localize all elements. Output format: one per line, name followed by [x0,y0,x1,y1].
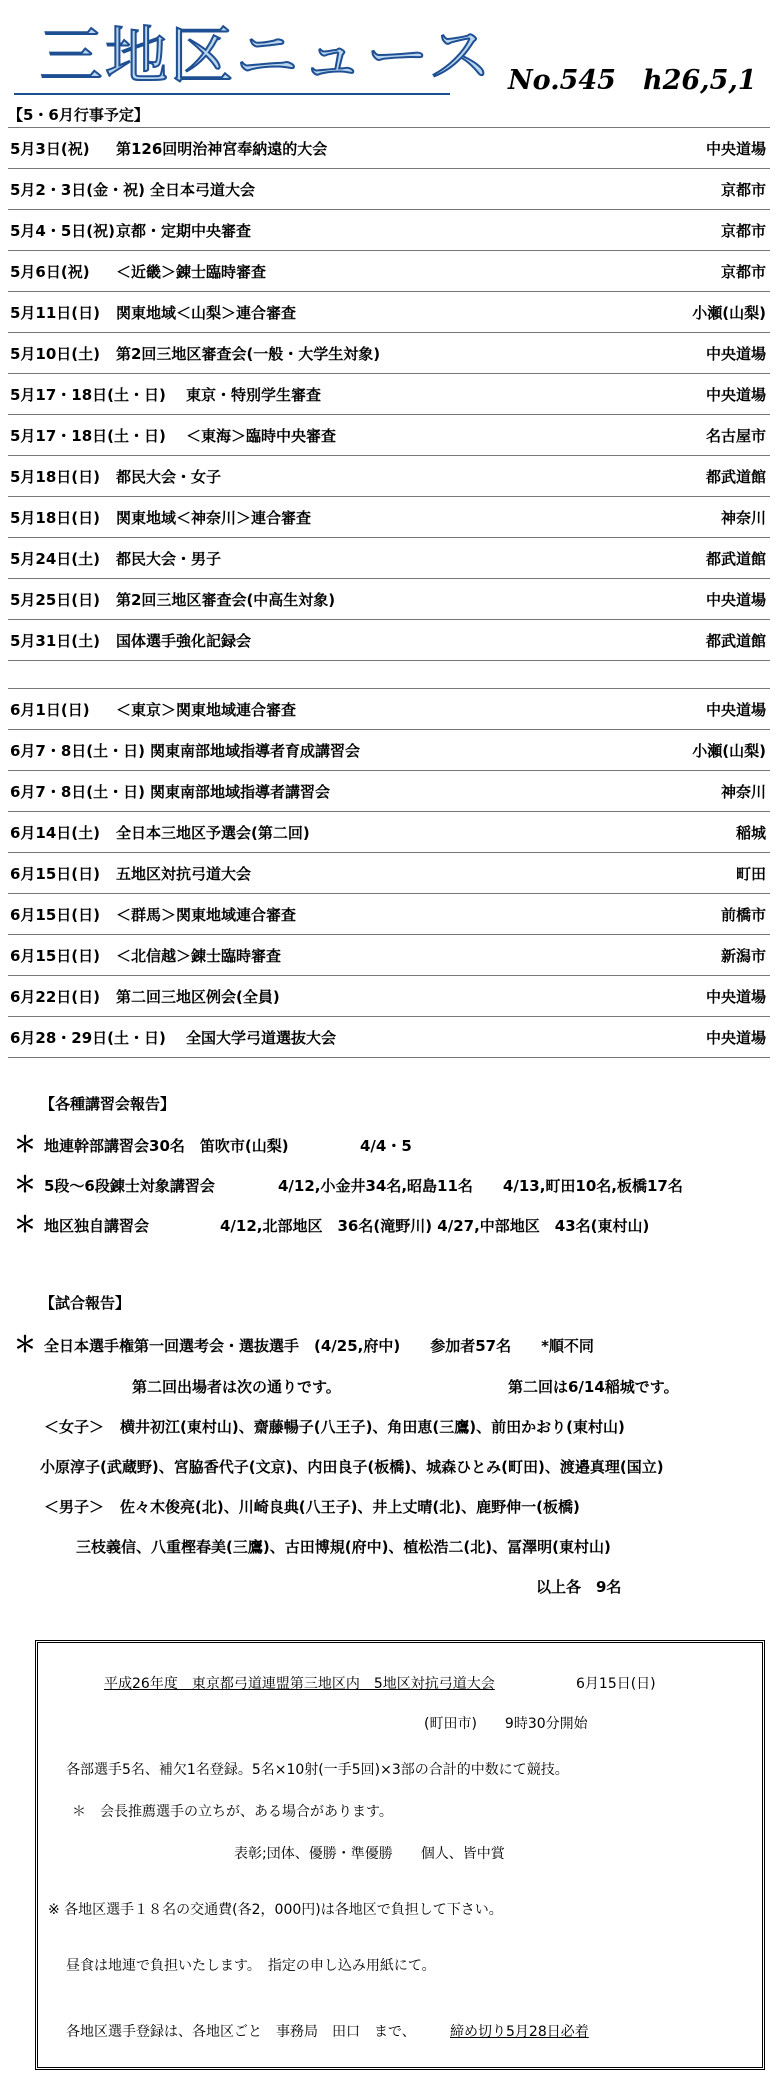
second-round-note: 第二回出場者は次の通りです。 [132,1378,341,1396]
women-label: ＜女子＞ [44,1418,105,1436]
notice-date: 6月15日(日) [576,1676,656,1692]
schedule-event: 第2回三地区審査会(中高生対象) [116,591,336,609]
schedule-date: 6月7・8日(土・日) [10,783,146,801]
schedule-date: 6月7・8日(土・日) [10,742,146,760]
schedule-venue: 中央道場 [705,701,766,719]
schedule-event: ＜東京＞関東地域連合審査 [116,701,297,719]
schedule-event: 東京・特別学生審査 [186,386,322,404]
lecture-item-detail: 4/4・5 [360,1137,412,1155]
schedule-row [8,1017,770,1058]
notice-rule: 各部選手5名、補欠1名登録。5名×10射(一手5回)×3部の合計的中数にて競技。 [66,1762,569,1778]
schedule-heading: 【5・6月行事予定】 [8,106,149,124]
schedule-row [8,456,770,497]
schedule-venue: 新潟市 [720,947,766,965]
total-count: 以上各 9名 [536,1578,622,1596]
second-round-venue: 第二回は6/14稲城です。 [508,1378,679,1396]
schedule-event: 五地区対抗弓道大会 [116,865,252,883]
schedule-date: 6月1日(日) [10,701,90,719]
lecture-item: 地連幹部講習会30名 笛吹市(山梨) [44,1137,289,1155]
title-underline [14,93,450,95]
schedule-date: 5月25日(日) [10,591,101,609]
schedule-row [8,853,770,894]
schedule-row [8,812,770,853]
schedule-venue: 中央道場 [705,386,766,404]
schedule-date: 5月6日(祝) [10,263,90,281]
bullet-icon: ＊ [14,1333,37,1358]
schedule-event: 関東南部地域指導者講習会 [150,783,331,801]
schedule-row [8,210,770,251]
schedule-event: ＜東海＞臨時中央審査 [186,427,337,445]
schedule-venue: 神奈川 [720,509,766,527]
schedule-venue: 都武道館 [705,468,766,486]
schedule-venue: 京都市 [720,181,766,199]
schedule-row [8,415,770,456]
schedule-venue: 神奈川 [720,783,766,801]
bullet-icon: ＊ [14,1133,37,1158]
schedule-venue: 都武道館 [705,632,766,650]
schedule-event: ＜近畿＞錬士臨時審査 [116,263,267,281]
may-schedule [8,128,770,661]
lectures-heading: 【各種講習会報告】 [40,1095,176,1113]
schedule-venue: 中央道場 [705,140,766,158]
schedule-row [8,374,770,415]
schedule-event: 京都・定期中央審査 [116,222,252,240]
match-summary: 全日本選手権第一回選考会・選抜選手 (4/25,府中) 参加者57名 *順不同 [44,1337,594,1355]
june-schedule [8,689,770,1058]
schedule-row [8,169,770,210]
schedule-event: 全国大学弓道選抜大会 [186,1029,337,1047]
matches-heading: 【試合報告】 [40,1294,131,1312]
schedule-row [8,128,770,169]
schedule-date: 5月17・18日(土・日) [10,427,166,445]
schedule-venue: 中央道場 [705,988,766,1006]
schedule-event: 全日本三地区予選会(第二回) [116,824,310,842]
schedule-date: 6月14日(土) [10,824,101,842]
schedule-venue: 都武道館 [705,550,766,568]
schedule-date: 5月24日(土) [10,550,101,568]
notice-lunch: 昼食は地連で負担いたします。 指定の申し込み用紙にて。 [66,1958,436,1974]
schedule-event: 関東地域＜山梨＞連合審査 [116,304,297,322]
schedule-row [8,538,770,579]
schedule-date: 5月17・18日(土・日) [10,386,166,404]
schedule-venue: 小瀬(山梨) [692,304,766,322]
schedule-date: 6月15日(日) [10,865,101,883]
schedule-row [8,771,770,812]
men-label: ＜男子＞ [44,1498,105,1516]
women-list: 横井初江(東村山)、齋藤暢子(八王子)、角田恵(三鷹)、前田かおり(東村山) [120,1418,625,1436]
issue-number: No.545 h26,5,1 [508,65,757,96]
schedule-event: 第2回三地区審査会(一般・大学生対象) [116,345,381,363]
schedule-date: 5月10日(土) [10,345,101,363]
schedule-venue: 中央道場 [705,591,766,609]
notice-awards: 表彰;団体、優勝・準優勝 個人、皆中賞 [234,1846,505,1862]
schedule-venue: 稲城 [735,824,766,842]
schedule-event: 関東地域＜神奈川＞連合審査 [116,509,312,527]
notice-register: 各地区選手登録は、各地区ごと 事務局 田口 まで、 [66,2024,416,2040]
tournament-notice [35,1640,765,2070]
schedule-venue: 町田 [735,865,766,883]
schedule-row [8,497,770,538]
schedule-venue: 中央道場 [705,345,766,363]
schedule-row [8,976,770,1017]
schedule-date: 6月15日(日) [10,947,101,965]
men-list: 三枝義信、八重樫春美(三鷹)、古田博規(府中)、植松浩二(北)、冨澤明(東村山) [76,1538,611,1556]
schedule-row [8,689,770,730]
schedule-event: 第126回明治神宮奉納遠的大会 [116,140,328,158]
schedule-date: 5月11日(日) [10,304,101,322]
schedule-event: 都民大会・女子 [116,468,222,486]
notice-fare: ※ 各地区選手１８名の交通費(各2，000円)は各地区で負担して下さい。 [48,1902,503,1918]
lecture-item: 地区独自講習会 [44,1217,150,1235]
lecture-item: 5段～6段錬士対象講習会 [44,1177,215,1195]
notice-note: ＊ 会長推薦選手の立ちが、ある場合があります。 [72,1804,393,1820]
schedule-row [8,292,770,333]
notice-title: 平成26年度 東京都弓道連盟第三地区内 5地区対抗弓道大会 [104,1676,495,1692]
schedule-row [8,579,770,620]
schedule-row [8,620,770,661]
schedule-row [8,935,770,976]
schedule-date: 5月18日(日) [10,509,101,527]
schedule-date: 5月18日(日) [10,468,101,486]
schedule-date: 5月31日(土) [10,632,101,650]
women-list: 小原淳子(武蔵野)、宮脇香代子(文京)、内田良子(板橋)、城森ひとみ(町田)、渡邉真理(国立) [40,1458,664,1476]
schedule-event: 関東南部地域指導者育成講習会 [150,742,361,760]
schedule-date: 6月22日(日) [10,988,101,1006]
notice-place: (町田市) 9時30分開始 [424,1716,588,1732]
schedule-event: 国体選手強化記録会 [116,632,252,650]
schedule-venue: 名古屋市 [705,427,766,445]
schedule-row [8,730,770,771]
bullet-icon: ＊ [14,1213,37,1238]
schedule-date: 5月4・5日(祝) [10,222,116,240]
schedule-venue: 中央道場 [705,1029,766,1047]
schedule-event: 都民大会・男子 [116,550,222,568]
schedule-event: ＜北信越＞錬士臨時審査 [116,947,282,965]
schedule-date: 5月3日(祝) [10,140,90,158]
schedule-venue: 京都市 [720,222,766,240]
schedule-date: 5月2・3日(金・祝) [10,181,146,199]
masthead [0,0,776,100]
schedule-event: 第二回三地区例会(全員) [116,988,280,1006]
schedule-venue: 前橋市 [720,906,766,924]
lecture-item-detail: 4/12,北部地区 36名(滝野川) 4/27,中部地区 43名(東村山) [220,1217,650,1235]
newsletter-title: 三地区ニュース [39,19,494,92]
schedule-venue: 小瀬(山梨) [692,742,766,760]
schedule-date: 6月15日(日) [10,906,101,924]
schedule-row [8,894,770,935]
schedule-row [8,251,770,292]
schedule-event: 全日本弓道大会 [150,181,256,199]
bullet-icon: ＊ [14,1173,37,1198]
men-list: 佐々木俊亮(北)、川崎良典(八王子)、井上丈晴(北)、鹿野伸一(板橋) [120,1498,580,1516]
schedule-date: 6月28・29日(土・日) [10,1029,166,1047]
lecture-item-detail: 4/12,小金井34名,昭島11名 4/13,町田10名,板橋17名 [278,1177,683,1195]
schedule-event: ＜群馬＞関東地域連合審査 [116,906,297,924]
notice-deadline: 締め切り5月28日必着 [450,2024,589,2040]
schedule-row [8,333,770,374]
schedule-venue: 京都市 [720,263,766,281]
